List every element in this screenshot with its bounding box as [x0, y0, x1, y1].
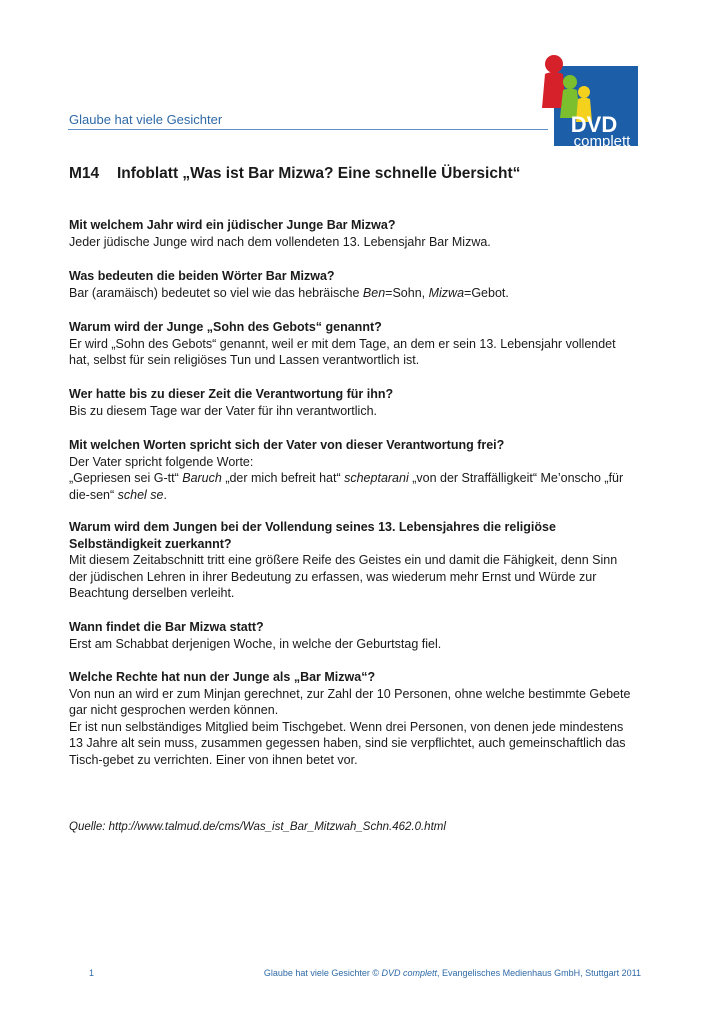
document-title: Infoblatt „Was ist Bar Mizwa? Eine schnelle Übersicht“	[117, 165, 521, 182]
answer-text: .	[163, 487, 167, 502]
document-code: M14	[69, 165, 100, 182]
qa-section-2	[69, 268, 631, 301]
answer-term-scheptarani: scheptarani	[344, 471, 409, 485]
answer-term-baruch: Baruch	[182, 471, 222, 485]
answer: Er wird „Sohn des Gebots“ genannt, weil er mit dem Tage, an dem er sein 13. Lebensjahr vollendet hat, selbst für sein religiöses Tun und Lassen verantwortlich ist.	[69, 336, 616, 367]
answer: Mit diesem Zeitabschnitt tritt eine größere Reife des Geistes ein und damit die Fähigkeit, denn Sinn der jüdischen Lehren in ihrer Bedeutung zu erfassen, was wiederum mehr Ernst und Würde zur Beachtung derselben verleiht.	[69, 553, 618, 600]
question: Was bedeuten die beiden Wörter Bar Mizwa?	[69, 269, 335, 283]
logo-text-dvd: DVD	[570, 112, 618, 137]
answer-text: „Gepriesen sei G-tt“	[69, 471, 183, 485]
answer-line: Der Vater spricht folgende Worte:	[69, 454, 254, 469]
question: Wer hatte bis zu dieser Zeit die Verantwortung für ihn?	[69, 387, 394, 401]
answer	[69, 285, 631, 302]
answer-text: „der mich befreit hat“	[221, 471, 345, 485]
qa-section-1	[69, 217, 631, 250]
question: Mit welchem Jahr wird ein jüdischer Junge Bar Mizwa?	[69, 218, 396, 232]
qa-section-4	[69, 386, 631, 419]
header-divider	[68, 129, 548, 130]
question: Warum wird dem Jungen bei der Vollendung seines 13. Lebensjahres die religiöse Selbständigkeit zuerkannt?	[69, 520, 556, 551]
page-number: 1	[89, 968, 95, 978]
question: Welche Rechte hat nun der Junge als „Bar Mizwa“?	[69, 670, 376, 684]
page-title	[69, 165, 520, 183]
question: Mit welchen Worten spricht sich der Vater von dieser Verantwortung frei?	[69, 438, 505, 452]
source-citation: Quelle: http://www.talmud.de/cms/Was_ist_Bar_Mitzwah_Schn.462.0.html	[69, 821, 446, 833]
footer-text: , Evangelisches Medienhaus GmbH, Stuttgart 2011	[437, 968, 641, 978]
answer: Bis zu diesem Tage war der Vater für ihn verantwortlich.	[69, 403, 378, 418]
answer-term-schel-se: schel se	[117, 487, 164, 502]
qa-section-3	[69, 319, 631, 369]
answer-paragraph-1: Von nun an wird er zum Minjan gerechnet, zur Zahl der 10 Personen, ohne welche bestimmte Gebete gar nicht gesprochen werden können.	[69, 686, 631, 717]
qa-section-7	[69, 619, 631, 652]
answer-term-ben: Ben	[362, 285, 386, 300]
question: Wann findet die Bar Mizwa statt?	[69, 620, 264, 634]
answer-quote	[69, 470, 631, 503]
answer-text: „von der Straffälligkeit“ Me’onscho „für die-sen“	[69, 471, 624, 502]
answer-paragraph-2: Er ist nun selbständiges Mitglied beim Tischgebet. Wenn drei Personen, von denen jede mindestens 13 Jahre alt sein muss, zusammen gegessen haben, sind sie verpflichtet, auch gemeinschaftlich das Tisch-gebet zu verrichten. Einer von ihnen betet vor.	[69, 719, 626, 767]
qa-section-8	[69, 669, 631, 768]
answer-term-mizwa: Mizwa	[428, 285, 465, 300]
dvd-complett-logo	[532, 52, 640, 148]
footer-brand: DVD complett	[381, 968, 438, 978]
answer-text: =Sohn,	[385, 285, 429, 300]
answer: Jeder jüdische Junge wird nach dem vollendeten 13. Lebensjahr Bar Mizwa.	[69, 234, 491, 249]
footer-copyright	[264, 968, 641, 978]
answer-text: Bar (aramäisch) bedeutet so viel wie das hebräische	[69, 285, 363, 300]
qa-section-6	[69, 519, 631, 602]
header-title: Glaube hat viele Gesichter	[69, 112, 223, 127]
question: Warum wird der Junge „Sohn des Gebots“ genannt?	[69, 320, 382, 334]
logo-text-complett: complett	[573, 133, 631, 148]
answer-text: =Gebot.	[464, 285, 509, 300]
answer: Erst am Schabbat derjenigen Woche, in welche der Geburtstag fiel.	[69, 636, 442, 651]
qa-section-5	[69, 437, 631, 503]
footer-text: Glaube hat viele Gesichter ©	[263, 968, 382, 978]
